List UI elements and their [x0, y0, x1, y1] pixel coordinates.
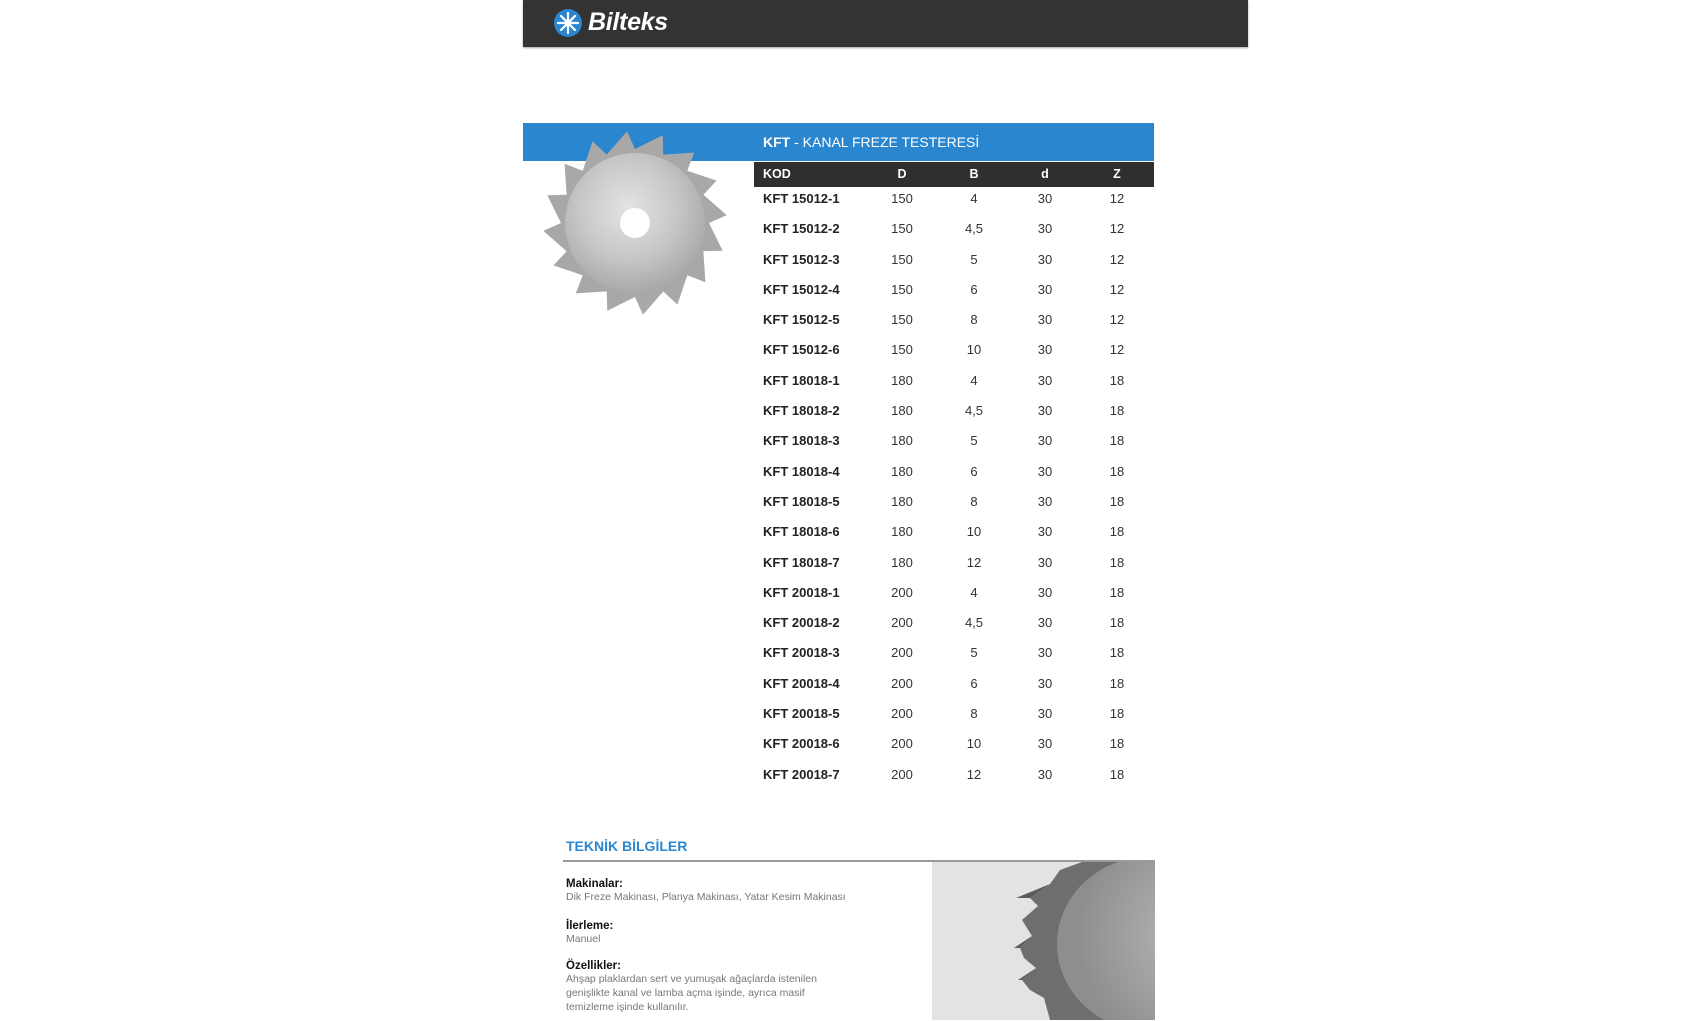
cell-D: 180 — [891, 554, 913, 570]
cell-D: 150 — [891, 251, 913, 267]
cell-Z: 12 — [1109, 281, 1125, 297]
table-row — [754, 246, 1154, 276]
cell-kod: KFT 18018-6 — [763, 524, 840, 540]
starburst-logo-icon — [553, 8, 583, 38]
column-header-d: d — [1041, 167, 1049, 181]
cell-B: 10 — [966, 524, 982, 540]
cell-Z: 18 — [1109, 372, 1125, 388]
cell-D: 180 — [891, 403, 913, 419]
cell-kod: KFT 18018-2 — [763, 403, 840, 419]
cell-kod: KFT 20018-5 — [763, 706, 840, 722]
features-block — [566, 960, 817, 1014]
table-row — [754, 185, 1154, 215]
cell-D: 200 — [891, 706, 913, 722]
features-line: genişlikte kanal ve lamba açma işinde, ayrıca masif — [566, 987, 805, 999]
cell-D: 150 — [891, 342, 913, 358]
cell-kod: KFT 15012-2 — [763, 221, 840, 237]
cell-d: 30 — [1037, 584, 1053, 600]
cell-Z: 12 — [1109, 191, 1125, 206]
features-line: temizleme işinde kullanılır. — [566, 1001, 689, 1013]
table-row — [754, 488, 1154, 518]
table-row — [754, 670, 1154, 700]
cell-B: 6 — [970, 675, 978, 691]
saw-blade-closeup-icon — [932, 862, 1155, 1020]
brand-name: Bilteks — [588, 8, 668, 36]
cell-d: 30 — [1037, 221, 1053, 237]
cell-Z: 18 — [1109, 403, 1125, 419]
cell-kod: KFT 20018-6 — [763, 736, 840, 752]
top-bar — [523, 0, 1248, 47]
cell-d: 30 — [1037, 524, 1053, 540]
machines-label: Makinalar: — [566, 878, 623, 890]
cell-kod: KFT 15012-1 — [763, 191, 840, 206]
cell-D: 150 — [891, 312, 913, 328]
cell-B: 5 — [970, 433, 978, 449]
cell-kod: KFT 20018-1 — [763, 584, 840, 600]
cell-B: 4,5 — [964, 221, 984, 237]
cell-D: 180 — [891, 463, 913, 479]
feed-block — [566, 920, 613, 946]
feed-value: Manuel — [566, 933, 601, 945]
cell-Z: 12 — [1109, 342, 1125, 358]
table-row — [754, 609, 1154, 639]
cell-d: 30 — [1037, 251, 1053, 267]
cell-d: 30 — [1037, 312, 1053, 328]
cell-B: 10 — [966, 342, 982, 358]
cell-Z: 18 — [1109, 766, 1125, 782]
cell-D: 200 — [891, 766, 913, 782]
cell-kod: KFT 15012-4 — [763, 281, 840, 297]
cell-d: 30 — [1037, 342, 1053, 358]
cell-D: 200 — [891, 584, 913, 600]
table-header — [754, 162, 1154, 187]
table-row — [754, 579, 1154, 609]
cell-kod: KFT 18018-4 — [763, 463, 840, 479]
table-row — [754, 700, 1154, 730]
table-row — [754, 306, 1154, 336]
cell-d: 30 — [1037, 191, 1053, 206]
product-table-body — [754, 185, 1154, 791]
cell-kod: KFT 20018-2 — [763, 615, 840, 631]
cell-d: 30 — [1037, 372, 1053, 388]
table-row — [754, 397, 1154, 427]
table-row — [754, 761, 1154, 791]
table-row — [754, 458, 1154, 488]
table-row — [754, 215, 1154, 245]
cell-B: 12 — [966, 554, 982, 570]
cell-D: 200 — [891, 675, 913, 691]
cell-B: 4 — [970, 584, 978, 600]
table-row — [754, 336, 1154, 366]
cell-kod: KFT 15012-3 — [763, 251, 840, 267]
machines-value: Dik Freze Makinası, Planya Makinası, Yatar Kesim Makinası — [566, 891, 846, 903]
column-header-D: D — [897, 167, 907, 181]
cell-kod: KFT 18018-1 — [763, 372, 840, 388]
column-header-B: B — [969, 167, 979, 181]
tech-info-heading: TEKNİK BİLGİLER — [566, 838, 688, 854]
cell-B: 4 — [970, 191, 978, 206]
cell-d: 30 — [1037, 554, 1053, 570]
cell-kod: KFT 15012-6 — [763, 342, 840, 358]
cell-D: 150 — [891, 281, 913, 297]
cell-kod: KFT 20018-4 — [763, 675, 840, 691]
cell-Z: 18 — [1109, 706, 1125, 722]
cell-Z: 18 — [1109, 615, 1125, 631]
cell-Z: 18 — [1109, 584, 1125, 600]
cell-B: 5 — [970, 645, 978, 661]
cell-B: 4,5 — [964, 403, 984, 419]
cell-B: 4 — [970, 372, 978, 388]
table-row — [754, 367, 1154, 397]
cell-B: 8 — [970, 706, 978, 722]
cell-D: 180 — [891, 372, 913, 388]
cell-kod: KFT 15012-5 — [763, 312, 840, 328]
cell-B: 8 — [970, 312, 978, 328]
cell-d: 30 — [1037, 463, 1053, 479]
cell-d: 30 — [1037, 675, 1053, 691]
cell-D: 150 — [891, 191, 913, 206]
cell-Z: 18 — [1109, 493, 1125, 509]
cell-Z: 18 — [1109, 645, 1125, 661]
table-row — [754, 427, 1154, 457]
cell-B: 6 — [970, 281, 978, 297]
cell-Z: 12 — [1109, 221, 1125, 237]
cell-B: 10 — [966, 736, 982, 752]
features-line: Ahşap plaklardan sert ve yumuşak ağaçlarda istenilen — [566, 973, 817, 985]
cell-D: 180 — [891, 524, 913, 540]
table-row — [754, 276, 1154, 306]
cell-d: 30 — [1037, 281, 1053, 297]
cell-D: 200 — [891, 645, 913, 661]
cell-kod: KFT 20018-3 — [763, 645, 840, 661]
cell-D: 180 — [891, 433, 913, 449]
cell-D: 200 — [891, 736, 913, 752]
cell-kod: KFT 18018-7 — [763, 554, 840, 570]
table-row — [754, 639, 1154, 669]
cell-d: 30 — [1037, 706, 1053, 722]
cell-D: 180 — [891, 493, 913, 509]
cell-d: 30 — [1037, 766, 1053, 782]
cell-Z: 18 — [1109, 554, 1125, 570]
cell-Z: 18 — [1109, 463, 1125, 479]
column-header-kod: KOD — [763, 167, 791, 181]
cell-kod: KFT 18018-5 — [763, 493, 840, 509]
cell-d: 30 — [1037, 403, 1053, 419]
cell-D: 150 — [891, 221, 913, 237]
cell-Z: 12 — [1109, 251, 1125, 267]
cell-kod: KFT 18018-3 — [763, 433, 840, 449]
cell-B: 5 — [970, 251, 978, 267]
product-title — [763, 134, 979, 150]
machines-block — [566, 878, 846, 904]
column-header-Z: Z — [1113, 167, 1121, 181]
cell-Z: 18 — [1109, 675, 1125, 691]
saw-blade-icon — [540, 128, 730, 318]
cell-d: 30 — [1037, 615, 1053, 631]
cell-Z: 18 — [1109, 433, 1125, 449]
cell-Z: 18 — [1109, 736, 1125, 752]
cell-kod: KFT 20018-7 — [763, 766, 840, 782]
table-row — [754, 518, 1154, 548]
features-label: Özellikler: — [566, 960, 621, 972]
cell-D: 200 — [891, 615, 913, 631]
cell-B: 6 — [970, 463, 978, 479]
cell-d: 30 — [1037, 736, 1053, 752]
feed-label: İlerleme: — [566, 920, 614, 932]
cell-Z: 18 — [1109, 524, 1125, 540]
cell-d: 30 — [1037, 433, 1053, 449]
cell-Z: 12 — [1109, 312, 1125, 328]
cell-B: 8 — [970, 493, 978, 509]
table-row — [754, 549, 1154, 579]
cell-B: 12 — [966, 766, 982, 782]
cell-d: 30 — [1037, 645, 1053, 661]
table-row — [754, 730, 1154, 760]
cell-B: 4,5 — [964, 615, 984, 631]
product-code: KFT — [763, 134, 791, 150]
cell-d: 30 — [1037, 493, 1053, 509]
product-name: - KANAL FREZE TESTERESİ — [790, 134, 980, 150]
